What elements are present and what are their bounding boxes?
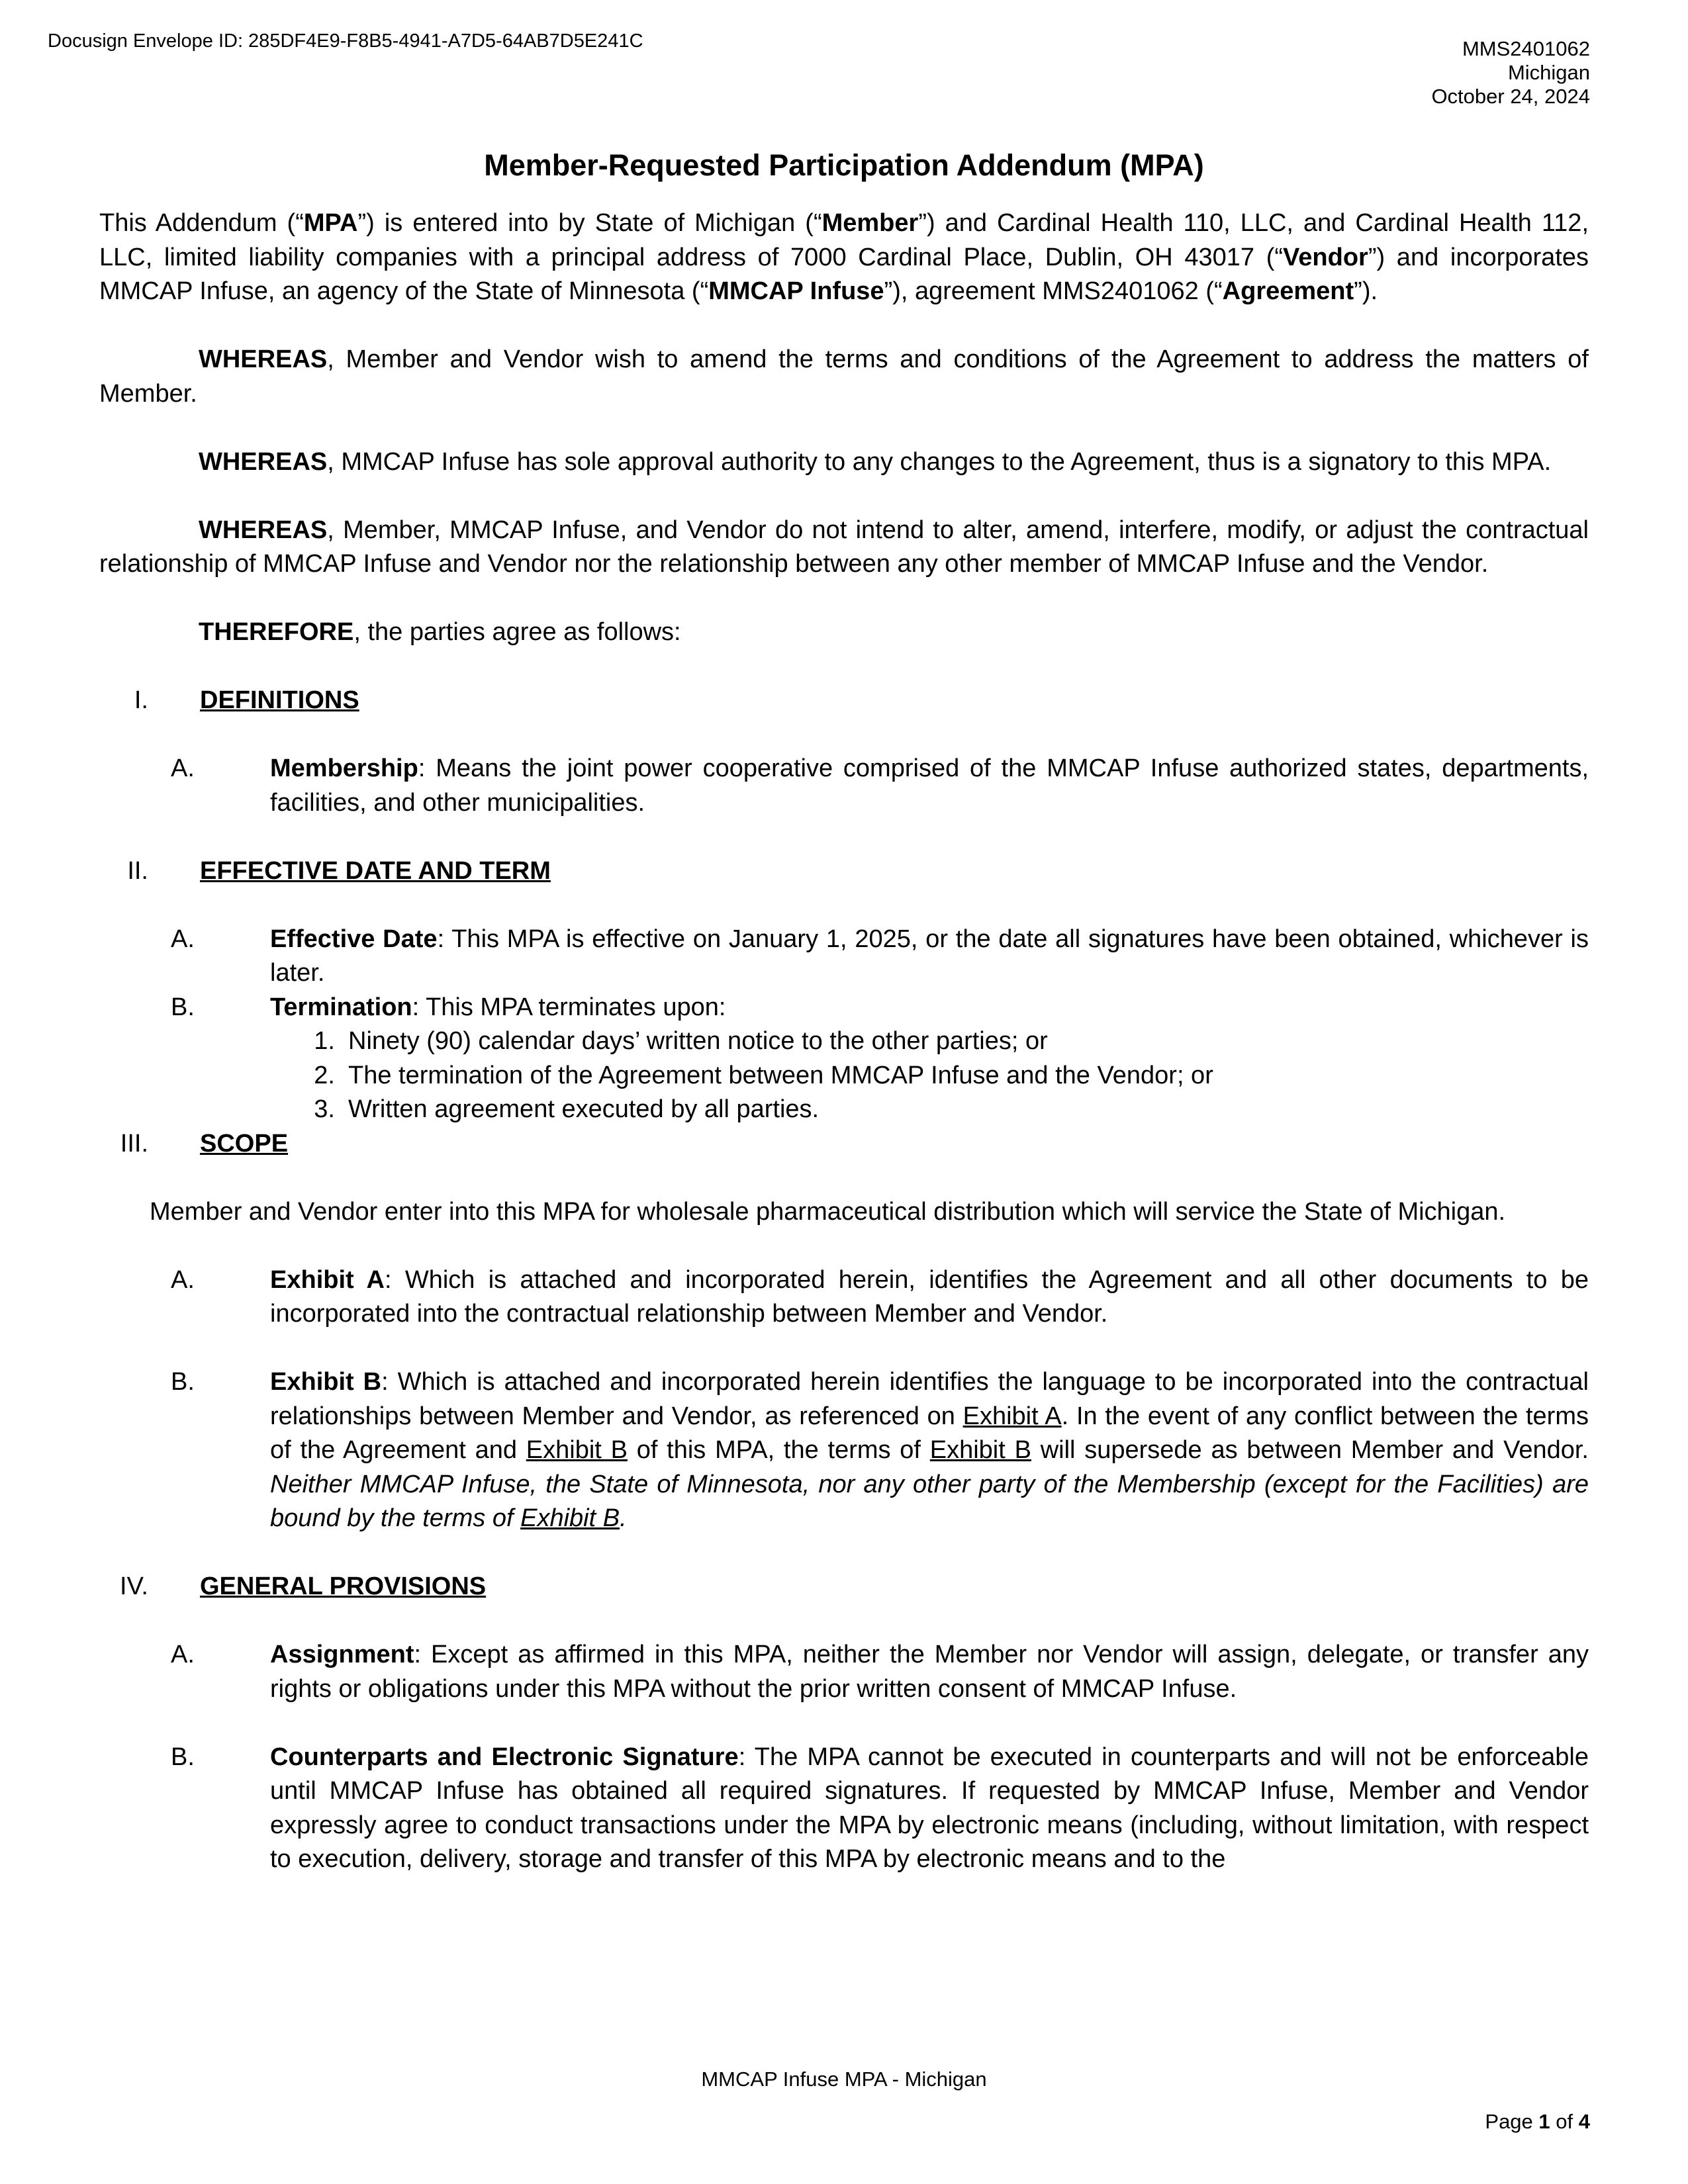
section-heading-general-provisions: IV. GENERAL PROVISIONS: [120, 1572, 487, 1600]
document-header: [1431, 37, 1590, 109]
intro-paragraph: This Addendum (“MPA”) is entered into by State of Michigan (“Member”) and Cardinal Health 110, LLC, and Cardinal Health 112, LLC, limited liability companies with a principal address of 7000 Cardinal Place, Dublin, OH 43017 (“Vendor”) and incorporates MMCAP Infuse, an agency of the State of Minnesota (“MMCAP Infuse”), agreement MMS2401062 (“Agreement”).: [99, 209, 1589, 305]
footer-title: MMCAP Infuse MPA - Michigan: [701, 2068, 987, 2091]
clause-exhibit-a: A. Exhibit A: Which is attached and incorporated herein, identifies the Agreement and all other documents to be incorporated into the contractual relationship between Member and Vendor.: [171, 1265, 1589, 1328]
document-body: [99, 206, 1589, 1877]
page-title: Member-Requested Participation Addendum (MPA): [484, 148, 1204, 182]
whereas-clause-3: WHEREAS, Member, MMCAP Infuse, and Vendor do not intend to alter, amend, interfere, modify, or adjust the contractual relationship of MMCAP Infuse and Vendor nor the relationship between any other member of MMCAP Infuse and the Vendor.: [99, 516, 1589, 578]
clause-exhibit-b: B. Exhibit B: Which is attached and incorporated herein identifies the language to be incorporated into the contractual relationships between Member and Vendor, as referenced on Exhibit A. In the event of any conflict between the terms of the Agreement and Exhibit B of this MPA, the terms of Exhibit B will supersede as between Member and Vendor. Neither MMCAP Infuse, the State of Minnesota, nor any other party of the Membership (except for the Facilities) are bound by the terms of Exhibit B.: [171, 1368, 1589, 1532]
termination-item-3: 3. Written agreement executed by all parties.: [314, 1095, 820, 1123]
clause-assignment: A. Assignment: Except as affirmed in this MPA, neither the Member nor Vendor will assign, delegate, or transfer any rights or obligations under this MPA without the prior written consent of MMCAP Infuse.: [171, 1641, 1589, 1703]
header-date: October 24, 2024: [1431, 85, 1590, 108]
section-heading-scope: III. SCOPE: [120, 1129, 289, 1158]
whereas-clause-2: WHEREAS, MMCAP Infuse has sole approval authority to any changes to the Agreement, thus is a signatory to this MPA.: [199, 447, 1552, 476]
termination-item-2: 2. The termination of the Agreement between MMCAP Infuse and the Vendor; or: [314, 1061, 1213, 1089]
termination-item-1: 1. Ninety (90) calendar days’ written notice to the other parties; or: [314, 1027, 1048, 1055]
header-state: Michigan: [1507, 61, 1590, 84]
clause-termination: B. Termination: This MPA terminates upon:: [171, 993, 726, 1021]
envelope-id: Docusign Envelope ID: 285DF4E9-F8B5-4941-A7D5-64AB7D5E241C: [48, 30, 643, 52]
contract-number: MMS2401062: [1462, 37, 1590, 60]
section-heading-effective-date: II. EFFECTIVE DATE AND TERM: [127, 856, 551, 885]
whereas-clause-1: WHEREAS, Member and Vendor wish to amend the terms and conditions of the Agreement to address the matters of Member.: [99, 345, 1589, 408]
section-heading-definitions: I. DEFINITIONS: [134, 686, 359, 714]
clause-counterparts: B. Counterparts and Electronic Signature: The MPA cannot be executed in counterparts and will not be enforceable until MMCAP Infuse has obtained all required signatures. If requested by MMCAP Infuse, Member and Vendor expressly agree to conduct transactions under the MPA by electronic means (including, without limitation, with respect to execution, delivery, storage and transfer of this MPA by electronic means and to the: [171, 1743, 1589, 1873]
clause-effective-date: A. Effective Date: This MPA is effective on January 1, 2025, or the date all signatures have been obtained, whichever is later.: [171, 925, 1589, 987]
therefore-clause: THEREFORE, the parties agree as follows:: [199, 618, 681, 646]
page-number: Page 1 of 4: [1485, 2110, 1590, 2133]
scope-paragraph: Member and Vendor enter into this MPA for wholesale pharmaceutical distribution which will service the State of Michigan.: [150, 1197, 1506, 1226]
definition-membership: A. Membership: Means the joint power cooperative comprised of the MMCAP Infuse authorized states, departments, facilities, and other municipalities.: [171, 754, 1589, 817]
